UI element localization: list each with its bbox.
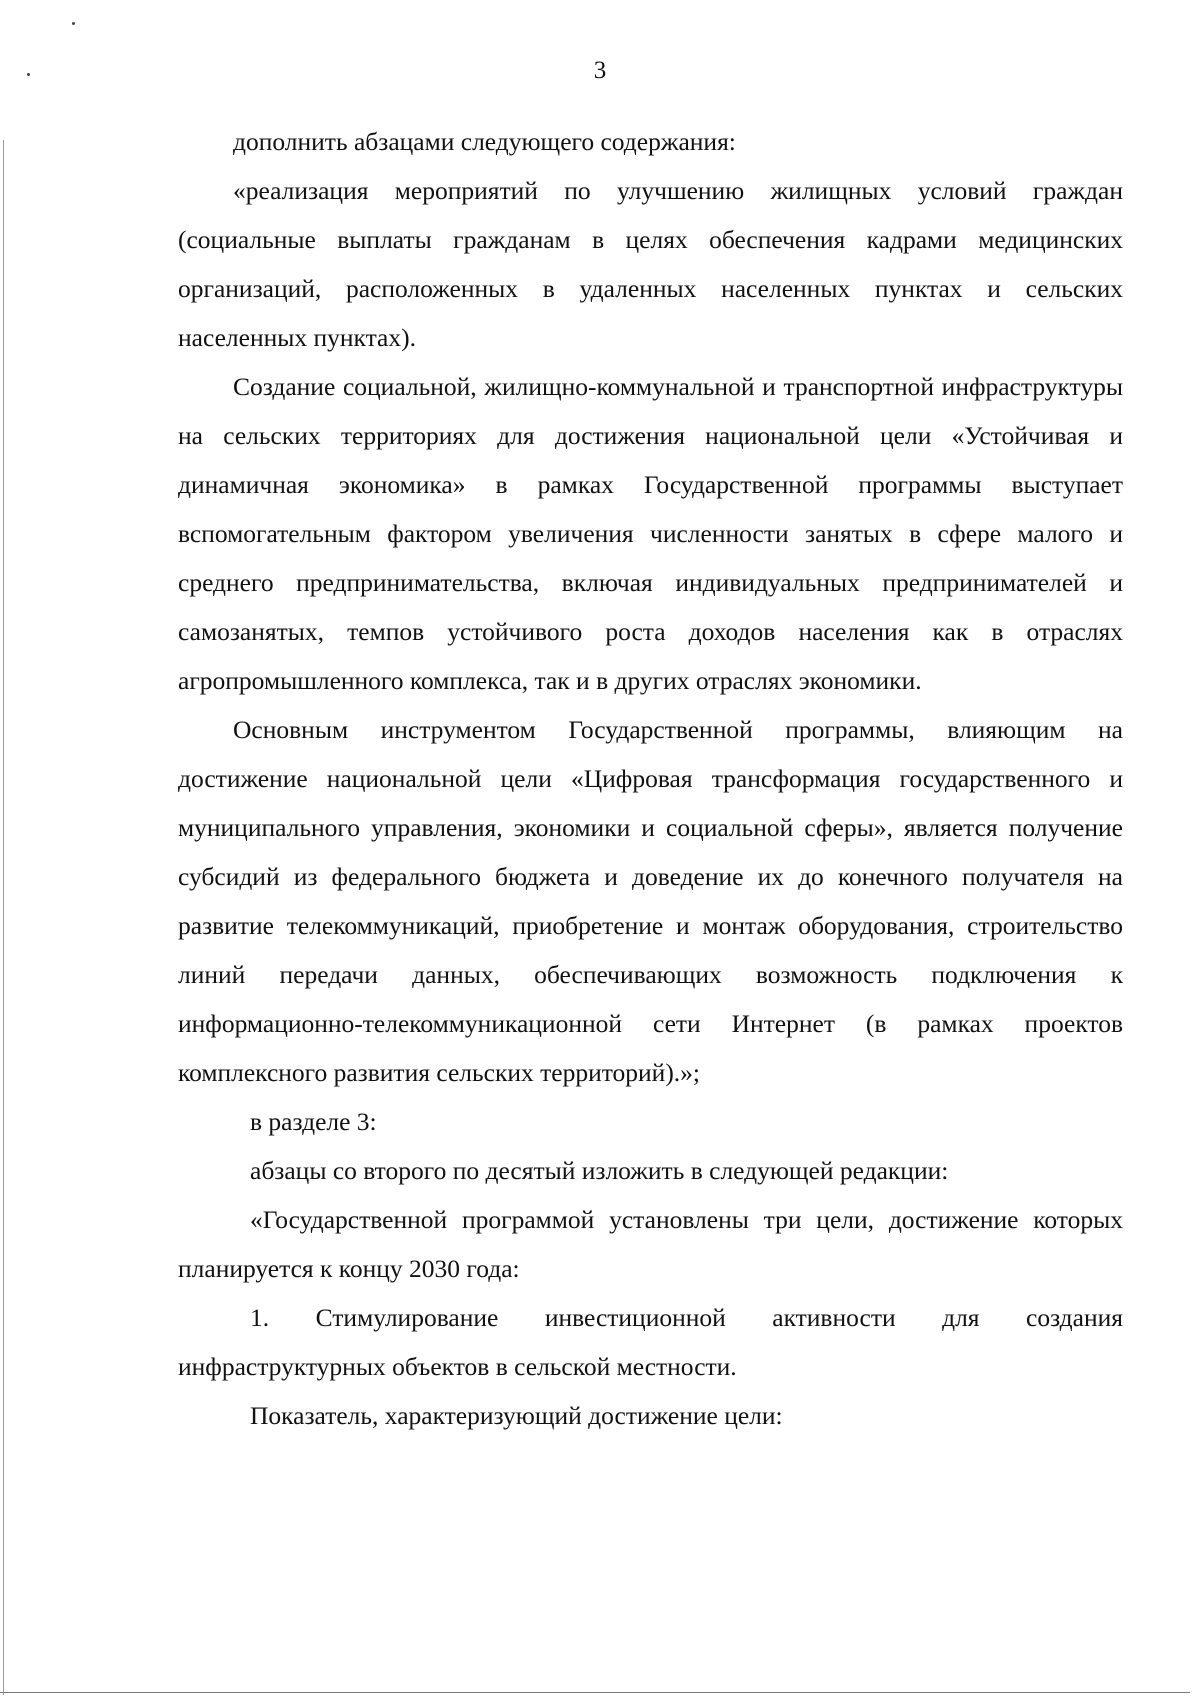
paragraph-infrastructure: Создание социальной, жилищно-коммунальной и транспортной инфраструктуры на сельских территориях для достижения национальной цели «Устойчивая и динамичная экономика» в рамках Государственной программы выступает вспомогательным фактором увеличения численности занятых в сфере малого и среднего предпринимательства, включая индивидуальных предпринимателей и самозанятых, темпов устойчивого роста доходов населения как в отраслях агропромышленного комплекса, так и в других отраслях экономики. — [178, 372, 1123, 695]
paragraph-section-3: в разделе 3: — [250, 1107, 377, 1136]
paragraph-amendment: абзацы со второго по десятый изложить в следующей редакции: — [250, 1156, 949, 1185]
paragraph-goal-1: 1. Стимулирование инвестиционной активности для создания инфраструктурных объектов в сельской местности. — [178, 1303, 1123, 1381]
paragraph-indicator: Показатель, характеризующий достижение цели: — [250, 1401, 783, 1430]
page-number: 3 — [593, 57, 607, 84]
paragraph-housing-measures: «реализация мероприятий по улучшению жилищных условий граждан (социальные выплаты гражданам в целях обеспечения кадрами медицинских организаций, расположенных в удаленных населенных пунктах и сельских населенных пунктах). — [178, 176, 1123, 352]
paragraph-goals: «Государственной программой установлены три цели, достижение которых планируется к концу 2030 года: — [178, 1205, 1123, 1283]
paragraph-intro: дополнить абзацами следующего содержания: — [233, 127, 736, 156]
scan-left-edge-line — [3, 140, 4, 1695]
document-body — [178, 117, 1123, 1440]
paragraph-digital-transformation: Основным инструментом Государственной программы, влияющим на достижение национальной цели «Цифровая трансформация государственного и муниципального управления, экономики и социальной сферы», является получение субсидий из федерального бюджета и доведение их до конечного получателя на развитие телекоммуникаций, приобретение и монтаж оборудования, строительство линий передачи данных, обеспечивающих возможность подключения к информационно-телекоммуникационной сети Интернет (в рамках проектов комплексного развития сельских территорий).»; — [178, 715, 1123, 1087]
scan-bottom-edge-line — [0, 1692, 1190, 1693]
scan-speck — [72, 22, 75, 25]
